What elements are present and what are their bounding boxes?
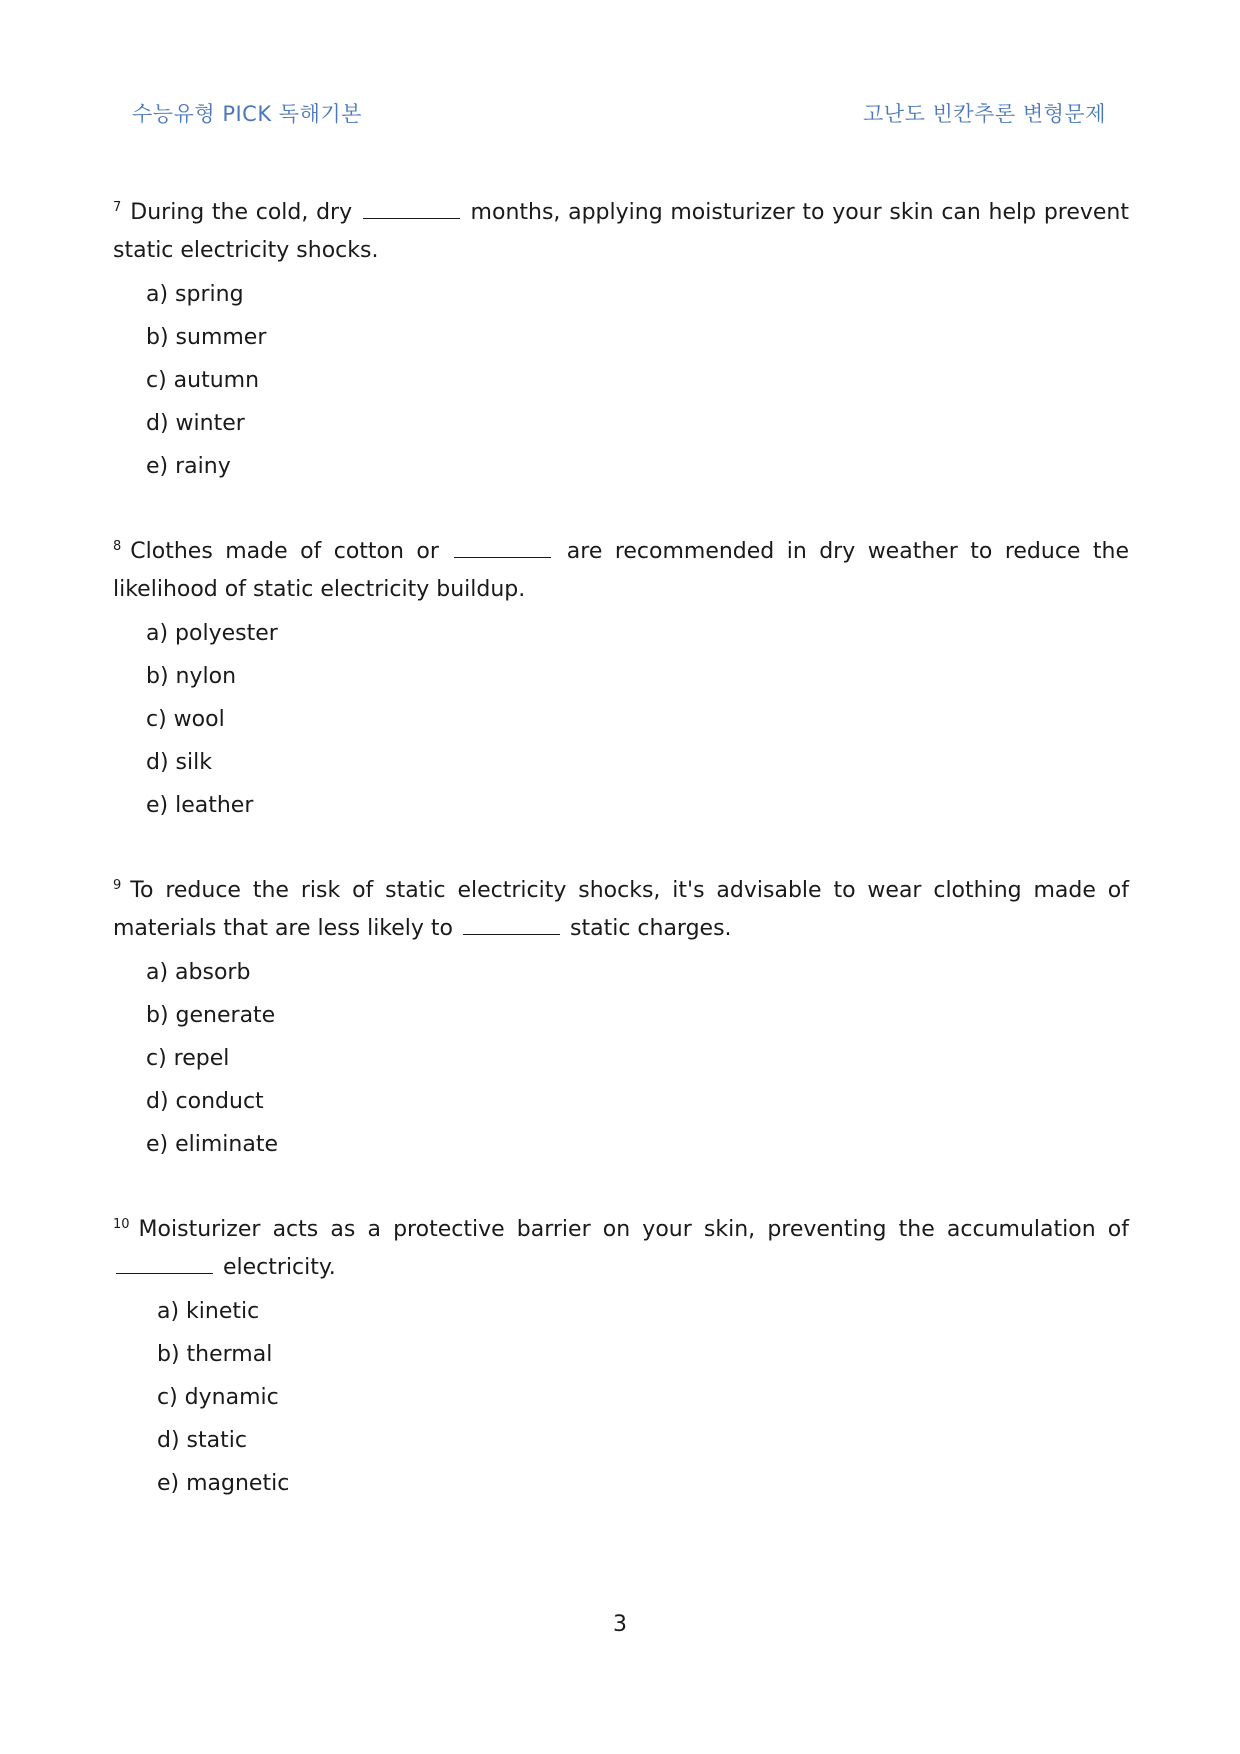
header-title-right: 고난도 빈칸추론 변형문제 bbox=[863, 102, 1106, 126]
answer-blank bbox=[116, 1253, 213, 1274]
answer-blank bbox=[463, 914, 560, 935]
option-a: a) kinetic bbox=[157, 1299, 260, 1324]
question-text bbox=[113, 194, 1129, 270]
option-c: c) autumn bbox=[146, 368, 260, 393]
option-e: e) leather bbox=[146, 793, 254, 818]
answer-blank bbox=[363, 198, 460, 219]
answer-blank bbox=[454, 537, 551, 558]
option-d: d) static bbox=[157, 1428, 247, 1453]
question-number: 7 bbox=[113, 199, 122, 215]
option-b: b) thermal bbox=[157, 1342, 273, 1367]
question-8 bbox=[113, 533, 1129, 827]
option-d: d) conduct bbox=[146, 1089, 264, 1114]
question-number: 9 bbox=[113, 877, 122, 893]
option-a: a) spring bbox=[146, 282, 244, 307]
option-e: e) magnetic bbox=[157, 1471, 290, 1496]
page-number: 3 bbox=[613, 1612, 627, 1637]
question-text bbox=[113, 1211, 1129, 1287]
question-text-after: electricity. bbox=[223, 1255, 336, 1280]
question-text-after: months, applying moisturizer to your skin can help prevent static electricity shocks. bbox=[113, 200, 1129, 263]
option-c: c) dynamic bbox=[157, 1385, 279, 1410]
question-text-after: static charges. bbox=[570, 916, 732, 941]
option-c: c) repel bbox=[146, 1046, 230, 1071]
question-text-before: To reduce the risk of static electricity shocks, it's advisable to wear clothing made of materials that are less likely to bbox=[113, 878, 1129, 941]
option-d: d) winter bbox=[146, 411, 245, 436]
question-text-after: are recommended in dry weather to reduce the likelihood of static electricity buildup. bbox=[113, 539, 1130, 602]
option-b: b) generate bbox=[146, 1003, 276, 1028]
option-list bbox=[146, 951, 1129, 1166]
option-e: e) eliminate bbox=[146, 1132, 278, 1157]
question-text-before: Clothes made of cotton or bbox=[130, 539, 439, 564]
option-b: b) nylon bbox=[146, 664, 237, 689]
question-text-before: During the cold, dry bbox=[130, 200, 353, 225]
option-a: a) polyester bbox=[146, 621, 278, 646]
question-7 bbox=[113, 194, 1129, 488]
option-b: b) summer bbox=[146, 325, 267, 350]
header-title-left: 수능유형 PICK 독해기본 bbox=[132, 102, 362, 126]
option-d: d) silk bbox=[146, 750, 212, 775]
question-9 bbox=[113, 872, 1129, 1166]
option-list bbox=[146, 273, 1129, 488]
question-number: 10 bbox=[113, 1216, 130, 1232]
question-10 bbox=[113, 1211, 1129, 1505]
question-text-before: Moisturizer acts as a protective barrier on your skin, preventing the accumulation of bbox=[138, 1217, 1129, 1242]
question-text bbox=[113, 872, 1129, 948]
question-text bbox=[113, 533, 1129, 609]
option-e: e) rainy bbox=[146, 454, 231, 479]
option-c: c) wool bbox=[146, 707, 225, 732]
option-list bbox=[146, 612, 1129, 827]
option-list bbox=[157, 1290, 1129, 1505]
question-number: 8 bbox=[113, 538, 122, 554]
option-a: a) absorb bbox=[146, 960, 251, 985]
